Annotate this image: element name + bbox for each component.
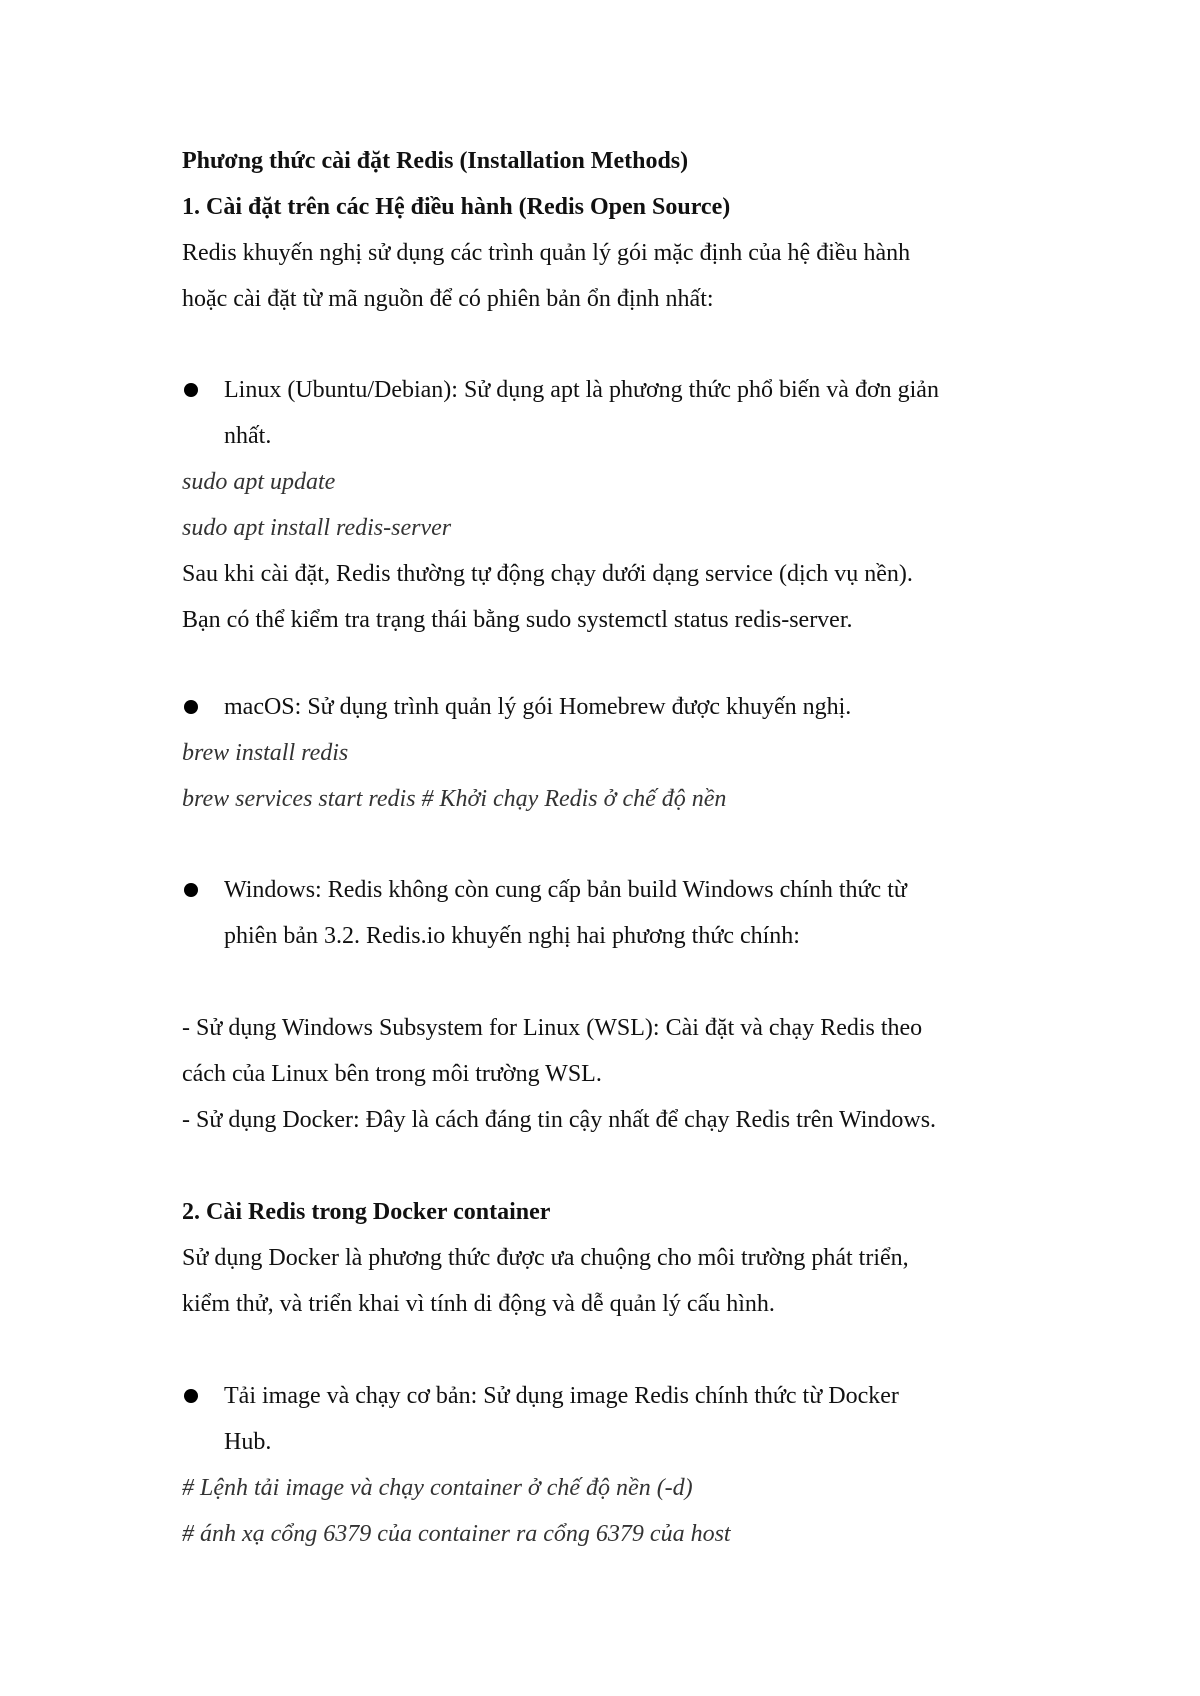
windows-wsl-line-1: - Sử dụng Windows Subsystem for Linux (WSL): Cài đặt và chạy Redis theo: [182, 1015, 923, 1041]
linux-bullet-line-1: Linux (Ubuntu/Debian): Sử dụng apt là phương thức phổ biến và đơn giản: [224, 377, 939, 403]
docker-bullet-line-2: Hub.: [224, 1429, 272, 1455]
section-1-intro-line-2: hoặc cài đặt từ mã nguồn để có phiên bản ổn định nhất:: [182, 286, 714, 312]
macos-code-line-1: brew install redis: [182, 740, 349, 766]
bullet-icon: [184, 1389, 198, 1403]
bullet-icon: [184, 383, 198, 397]
docker-code-line-1: # Lệnh tải image và chạy container ở chế độ nền (-d): [182, 1475, 693, 1501]
section-1-intro-line-1: Redis khuyến nghị sử dụng các trình quản lý gói mặc định của hệ điều hành: [182, 240, 911, 266]
section-2-heading: 2. Cài Redis trong Docker container: [182, 1199, 551, 1225]
windows-wsl-line-2: cách của Linux bên trong môi trường WSL.: [182, 1061, 602, 1087]
linux-bullet-line-2: nhất.: [224, 423, 272, 449]
section-2-intro-line-1: Sử dụng Docker là phương thức được ưa chuộng cho môi trường phát triển,: [182, 1245, 909, 1271]
document-title: Phương thức cài đặt Redis (Installation Methods): [182, 148, 689, 174]
section-2-intro-line-2: kiểm thử, và triển khai vì tính di động và dễ quản lý cấu hình.: [182, 1291, 775, 1317]
section-1-heading: 1. Cài đặt trên các Hệ điều hành (Redis Open Source): [182, 194, 731, 220]
macos-code-line-2: brew services start redis # Khởi chạy Redis ở chế độ nền: [182, 786, 727, 812]
linux-code-line-2: sudo apt install redis-server: [182, 515, 452, 541]
windows-docker-line: - Sử dụng Docker: Đây là cách đáng tin cậy nhất để chạy Redis trên Windows.: [182, 1107, 937, 1133]
linux-note-line-2: Bạn có thể kiểm tra trạng thái bằng sudo systemctl status redis-server.: [182, 607, 853, 633]
bullet-icon: [184, 700, 198, 714]
windows-bullet-line-1: Windows: Redis không còn cung cấp bản build Windows chính thức từ: [224, 877, 907, 903]
macos-bullet-line-1: macOS: Sử dụng trình quản lý gói Homebrew được khuyến nghị.: [224, 694, 852, 720]
docker-code-line-2: # ánh xạ cổng 6379 của container ra cổng 6379 của host: [182, 1521, 731, 1547]
linux-note-line-1: Sau khi cài đặt, Redis thường tự động chạy dưới dạng service (dịch vụ nền).: [182, 561, 913, 587]
windows-bullet-line-2: phiên bản 3.2. Redis.io khuyến nghị hai phương thức chính:: [224, 923, 800, 949]
docker-bullet-line-1: Tải image và chạy cơ bản: Sử dụng image Redis chính thức từ Docker: [224, 1383, 899, 1409]
bullet-icon: [184, 883, 198, 897]
linux-code-line-1: sudo apt update: [182, 469, 336, 495]
